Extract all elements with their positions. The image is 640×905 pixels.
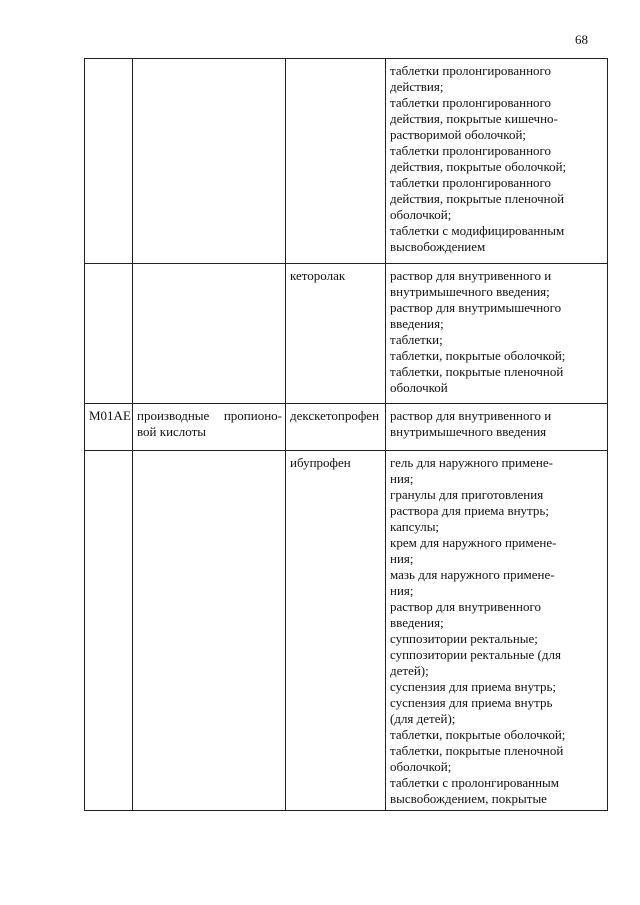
drug-group-cell [133,451,286,811]
dosage-form-line: гель для наружного примене- [390,455,553,470]
dosage-forms-cell [386,404,608,451]
dosage-form-line: внутримышечного введения [390,424,547,439]
drug-group-word: пропионо- [223,408,282,423]
drug-name-cell [286,59,386,264]
dosage-form-line: раствор для внутривенного и [390,268,552,283]
dosage-form-line: суспензия для приема внутрь; [390,679,557,694]
drug-classification-table [84,58,608,811]
atc-code-cell: M01AE [85,404,133,451]
dosage-form-line: действия, покрытые кишечно- [390,111,558,126]
dosage-form-line: суппозитории ректальные; [390,631,538,646]
dosage-form-line: оболочкой; [390,207,452,222]
dosage-form-line: действия, покрытые пленочной [390,191,565,206]
drug-group-word: производные [137,408,210,423]
dosage-form-line: крем для наружного примене- [390,535,557,550]
table-row [85,59,608,264]
dosage-form-line: высвобождением [390,239,486,254]
page-number: 68 [575,32,588,47]
dosage-form-line: детей); [390,663,429,678]
dosage-form-line: гранулы для приготовления [390,487,544,502]
dosage-form-line: суспензия для приема внутрь [390,695,553,710]
dosage-form-line: (для детей); [390,711,456,726]
dosage-form-line: оболочкой [390,380,448,395]
dosage-forms-cell [386,451,608,811]
drug-name-cell: декскетопрофен [286,404,386,451]
drug-name-cell: ибупрофен [286,451,386,811]
dosage-form-line: действия; [390,79,444,94]
drug-group-line: вой кислоты [137,424,207,439]
dosage-form-line: внутримышечного введения; [390,284,550,299]
dosage-form-line: ния; [390,583,414,598]
atc-code-cell [85,451,133,811]
dosage-form-line: действия, покрытые оболочкой; [390,159,567,174]
dosage-form-line: ния; [390,471,414,486]
drug-group-line [137,408,282,424]
drug-group-cell [133,264,286,404]
dosage-form-line: таблетки пролонгированного [390,63,552,78]
dosage-form-line: таблетки, покрытые пленочной [390,364,564,379]
dosage-form-line: таблетки, покрытые пленочной [390,743,564,758]
dosage-form-line: таблетки, покрытые оболочкой; [390,348,566,363]
dosage-form-line: суппозитории ректальные (для [390,647,561,662]
dosage-form-line: таблетки пролонгированного [390,95,552,110]
dosage-forms-cell [386,264,608,404]
dosage-form-line: введения; [390,615,444,630]
dosage-form-line: капсулы; [390,519,440,534]
dosage-form-line: таблетки; [390,332,443,347]
dosage-form-line: высвобождением, покрытые [390,791,547,806]
dosage-form-line: введения; [390,316,444,331]
atc-code-cell [85,264,133,404]
dosage-form-line: ния; [390,551,414,566]
dosage-form-line: раствор для внутривенного и [390,408,552,423]
atc-code-cell [85,59,133,264]
table-row [85,264,608,404]
dosage-form-line: таблетки, покрытые оболочкой; [390,727,566,742]
dosage-form-line: раствора для приема внутрь; [390,503,549,518]
table-row [85,404,608,451]
dosage-form-line: мазь для наружного примене- [390,567,555,582]
dosage-forms-cell [386,59,608,264]
dosage-form-line: таблетки с пролонгированным [390,775,560,790]
drug-group-cell [133,59,286,264]
dosage-form-line: растворимой оболочкой; [390,127,527,142]
dosage-form-line: таблетки пролонгированного [390,143,552,158]
dosage-form-line: таблетки пролонгированного [390,175,552,190]
dosage-form-line: оболочкой; [390,759,452,774]
dosage-form-line: раствор для внутримышечного [390,300,562,315]
drug-group-cell [133,404,286,451]
dosage-form-line: раствор для внутривенного [390,599,541,614]
drug-name-cell: кеторолак [286,264,386,404]
table-row [85,451,608,811]
dosage-form-line: таблетки с модифицированным [390,223,565,238]
